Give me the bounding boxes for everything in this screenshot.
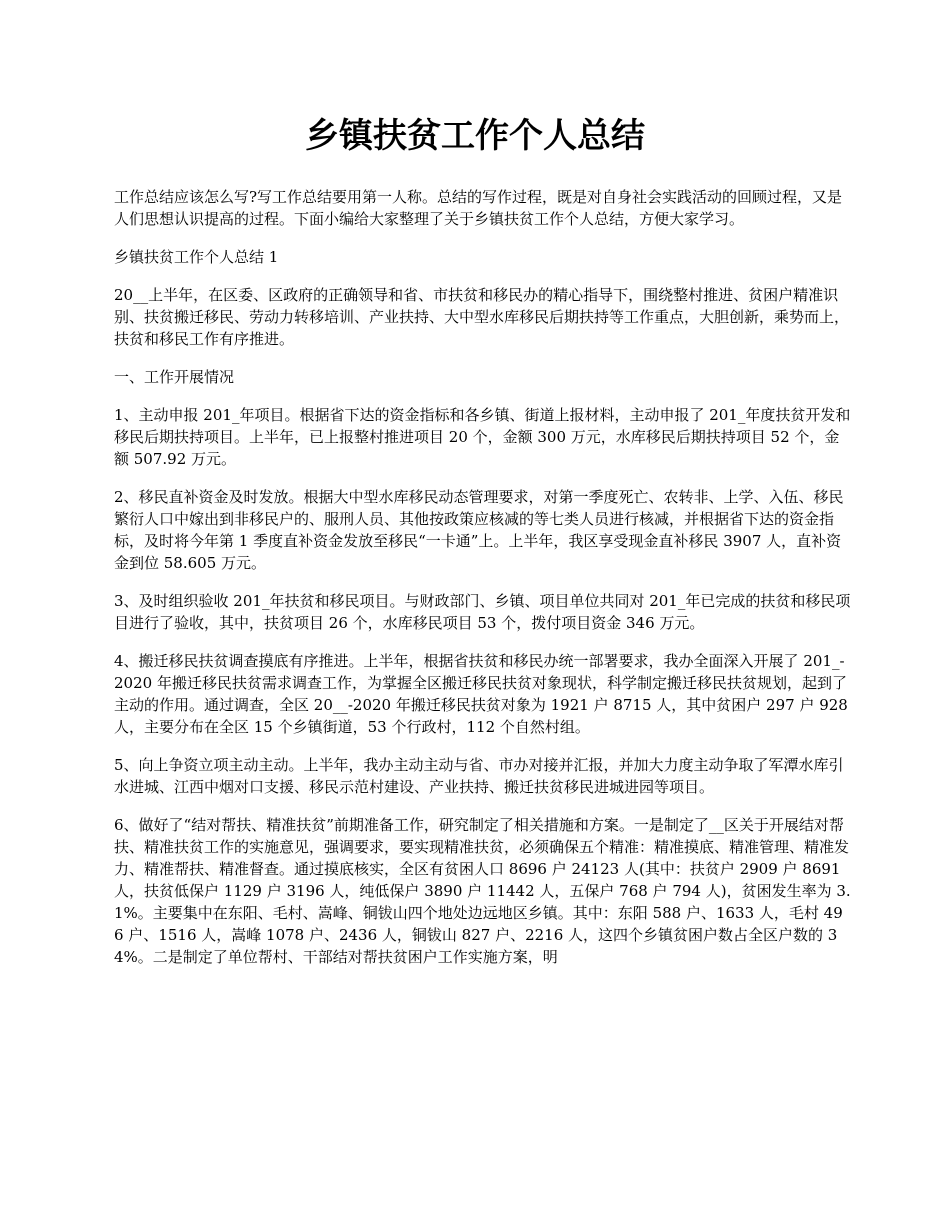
section-heading-1: 乡镇扶贫工作个人总结 1 xyxy=(114,248,279,266)
document-title: 乡镇扶贫工作个人总结 xyxy=(305,116,645,156)
body-paragraph-item-4: 4、搬迁移民扶贫调查摸底有序推进。上半年，根据省扶贫和移民办统一部署要求，我办全面深入开展了 201_-2020 年搬迁移民扶贫需求调查工作，为掌握全区搬迁移民扶贫对象现状，科学制定搬迁移民扶贫规划，起到了主动的作用。通过调查，全区 20__-2020 年搬迁移民扶贫对象为 1921 户 8715 人，其中贫困户 297 户 928 人，主要分布在全区 15 个乡镇街道，53 个行政村，112 个自然村组。 xyxy=(114,652,848,736)
body-paragraph-item-6: 6、做好了“结对帮扶、精准扶贫”前期准备工作，研究制定了相关措施和方案。一是制定了__区关于开展结对帮扶、精准扶贫工作的实施意见，强调要求，要实现精准扶贫，必须确保五个精准：精准摸底、精准管理、精准发力、精准帮扶、精准督查。通过摸底核实，全区有贫困人口 8696 户 24123 人(其中：扶贫户 2909 户 8691 人，扶贫低保户 1129 户 3196 人，纯低保户 3890 户 11442 人，五保户 768 户 794 人)，贫困发生率为 3.1%。主要集中在东阳、毛村、嵩峰、铜钹山四个地处边远地区乡镇。其中：东阳 588 户、1633 人，毛村 496 户、1516 人，嵩峰 1078 户、2436 人，铜钹山 827 户、2216 人，这四个乡镇贫困户数占全区户数的 34%。二是制定了单位帮村、干部结对帮扶贫困户工作实施方案，明 xyxy=(114,816,851,966)
body-paragraph-item-1: 1、主动申报 201_年项目。根据省下达的资金指标和各乡镇、街道上报材料，主动申报了 201_年度扶贫开发和移民后期扶持项目。上半年，已上报整村推进项目 20 个，金额 300 万元，水库移民后期扶持项目 52 个，金额 507.92 万元。 xyxy=(114,406,851,468)
body-paragraph-item-5: 5、向上争资立项主动主动。上半年，我办主动主动与省、市办对接并汇报，并加大力度主动争取了军潭水库引水进城、江西中烟对口支援、移民示范村建设、产业扶持、搬迁扶贫移民进城进园等项目。 xyxy=(114,756,844,796)
body-paragraph-overview: 20__上半年，在区委、区政府的正确领导和省、市扶贫和移民办的精心指导下，围绕整村推进、贫困户精准识别、扶贫搬迁移民、劳动力转移培训、产业扶持、大中型水库移民后期扶持等工作重点，大胆创新，乘势而上，扶贫和移民工作有序推进。 xyxy=(114,286,850,348)
body-paragraph-item-2: 2、移民直补资金及时发放。根据大中型水库移民动态管理要求，对第一季度死亡、农转非、上学、入伍、移民繁衍人口中嫁出到非移民户的、服刑人员、其他按政策应核减的等七类人员进行核减，并根据省下达的资金指标，及时将今年第 1 季度直补资金发放至移民“一卡通”上。上半年，我区享受现金直补移民 3907 人，直补资金到位 58.605 万元。 xyxy=(114,488,844,572)
intro-paragraph: 工作总结应该怎么写?写工作总结要用第一人称。总结的写作过程，既是对自身社会实践活动的回顾过程，又是人们思想认识提高的过程。下面小编给大家整理了关于乡镇扶贫工作个人总结，方便大家学习。 xyxy=(114,188,843,228)
subheading-work-status: 一、工作开展情况 xyxy=(114,368,235,386)
body-paragraph-item-3: 3、及时组织验收 201_年扶贫和移民项目。与财政部门、乡镇、项目单位共同对 201_年已完成的扶贫和移民项目进行了验收，其中，扶贫项目 26 个，水库移民项目 53 个，拨付项目资金 346 万元。 xyxy=(114,592,851,632)
